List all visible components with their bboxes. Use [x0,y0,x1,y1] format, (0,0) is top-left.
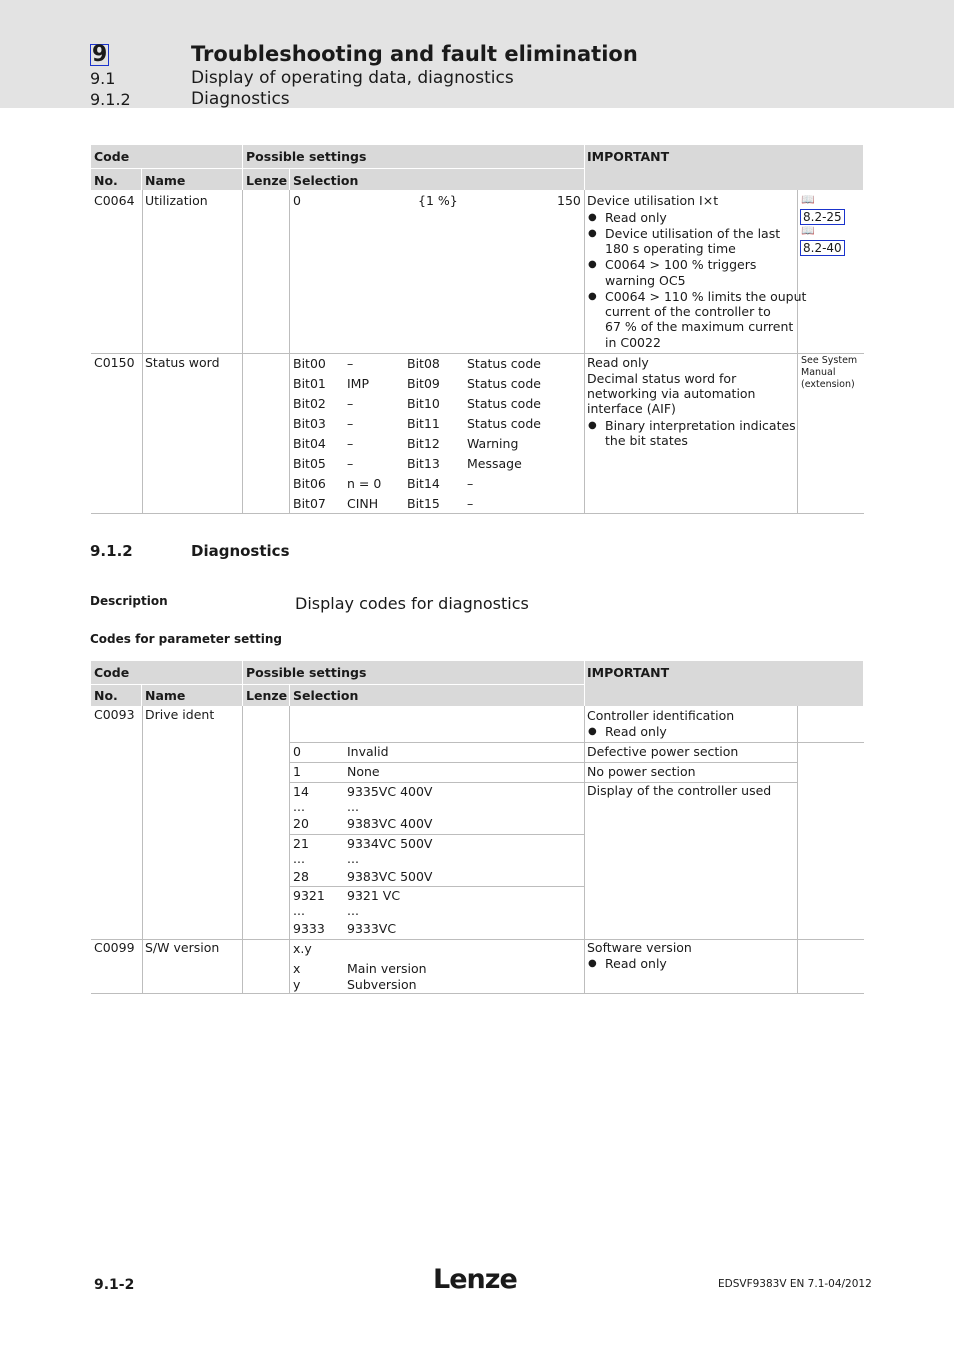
selection-value: 9383VC 500V [347,869,433,884]
lenze-logo: Lenze [433,1264,517,1295]
selection-value: 9335VC 400V [347,784,433,799]
important-title: Software version [587,940,692,955]
description-label: Description [90,594,168,608]
subsection-title: Diagnostics [191,89,290,109]
col-lenze: Lenze [246,688,288,703]
col-no: No. [94,688,118,703]
selection-value: 9333VC [347,921,397,936]
selection-code: 0 [293,744,301,759]
bit-value: n = 0 [347,476,382,491]
important-bullet-cont: the bit states [605,433,688,448]
grid-line [142,706,143,993]
important-text: Display of the controller used [587,783,772,798]
selection-code: 9333 [293,921,325,936]
bullet-icon: ● [588,420,597,431]
codes-label: Codes for parameter setting [90,632,282,646]
selection-ellipsis: ... [347,799,359,814]
selection-code: 21 [293,836,309,851]
bit-value: Status code [467,376,541,391]
bit-value: Warning [467,436,519,451]
code-no: C0064 [94,193,135,208]
bit-value: Status code [467,416,541,431]
chapter-number-link[interactable]: 9 [92,42,108,67]
bit-label: Bit07 [293,496,326,511]
selection-code: 1 [293,764,301,779]
important-bullet: C0064 > 100 % triggers [605,257,757,272]
col-name: Name [145,688,186,703]
code-name: Utilization [145,193,208,208]
col-name: Name [145,173,186,188]
code-name: Status word [145,355,220,370]
document-id: EDSVF9383V EN 7.1-04/2012 [718,1278,872,1290]
book-icon: 📖 [801,224,815,237]
page-header [0,0,954,108]
selection-value: 9334VC 500V [347,836,433,851]
bit-label: Bit03 [293,416,326,431]
selection-ellipsis: ... [347,851,359,866]
grid-line [797,190,798,513]
selection-format: x.y [293,941,312,956]
section-number: 9.1 [90,69,116,88]
selection-value: 9383VC 400V [347,816,433,831]
bit-value: CINH [347,496,379,511]
bit-value: IMP [347,376,370,391]
important-bullet: Device utilisation of the last [605,226,781,241]
row-divider [91,993,864,994]
bit-label: Bit09 [407,376,440,391]
important-text: networking via automation [587,386,756,401]
selection-value: Subversion [347,977,417,992]
row-divider [290,886,584,887]
grid-line [584,706,585,993]
row-divider [91,353,864,354]
important-bullet: Binary interpretation indicates [605,418,796,433]
important-title: Controller identification [587,708,735,723]
bit-value: – [347,416,354,431]
bit-label: Bit06 [293,476,326,491]
reference-note: See System [801,355,858,366]
grid-line [242,190,243,513]
col-selection: Selection [293,173,359,188]
bullet-icon: ● [588,228,597,239]
selection-code: 20 [293,816,309,831]
bit-label: Bit04 [293,436,326,451]
bullet-icon: ● [588,212,597,223]
page-number: 9.1-2 [94,1277,135,1293]
selection-code: 14 [293,784,309,799]
row-divider [290,742,864,743]
col-no: No. [94,173,118,188]
grid-line [584,190,585,513]
col-important: IMPORTANT [587,149,670,164]
bit-label: Bit08 [407,356,440,371]
important-text: No power section [587,764,696,779]
grid-line [797,706,798,993]
code-no: C0099 [94,940,135,955]
chapter-title: Troubleshooting and fault elimination [191,42,638,66]
selection-ellipsis: ... [293,799,305,814]
bit-value: Message [467,456,522,471]
selection-ellipsis: ... [293,851,305,866]
code-no: C0150 [94,355,135,370]
bullet-icon: ● [588,291,597,302]
selection-value: 9321 VC [347,888,401,903]
important-bullet: C0064 > 110 % limits the ouput [605,289,807,304]
code-name: Drive ident [145,707,215,722]
selection-code: 28 [293,869,309,884]
selection-value: Main version [347,961,427,976]
important-bullet-cont: 67 % of the maximum current [605,319,794,334]
bit-value: – [467,496,474,511]
bit-label: Bit12 [407,436,440,451]
bit-label: Bit10 [407,396,440,411]
reference-note: Manual [801,367,836,378]
col-possible-settings: Possible settings [246,149,367,164]
reference-note: (extension) [801,379,855,390]
selection-code: 9321 [293,888,325,903]
selection-ellipsis: ... [293,903,305,918]
bit-value: – [467,476,474,491]
bit-value: Status code [467,396,541,411]
bit-label: Bit05 [293,456,326,471]
row-divider [290,762,797,763]
bullet-icon: ● [588,259,597,270]
bit-value: – [347,456,354,471]
description-text: Display codes for diagnostics [295,594,529,613]
col-lenze: Lenze [246,173,288,188]
bit-label: Bit13 [407,456,440,471]
code-no: C0093 [94,707,135,722]
important-text: Decimal status word for [587,371,737,386]
bit-label: Bit14 [407,476,440,491]
book-icon: 📖 [801,193,815,206]
col-important: IMPORTANT [587,665,670,680]
bit-value: Status code [467,356,541,371]
section-heading-number: 9.1.2 [90,542,133,560]
grid-line [289,706,290,993]
reference-link[interactable]: 8.2-25 [800,209,845,225]
important-bullet: Read only [605,210,667,225]
selection-code: x [293,961,301,976]
row-divider [91,513,864,514]
selection-ellipsis: ... [347,903,359,918]
important-text: Defective power section [587,744,739,759]
bit-value: – [347,356,354,371]
bit-value: – [347,396,354,411]
bit-label: Bit00 [293,356,326,371]
bit-label: Bit11 [407,416,440,431]
reference-link[interactable]: 8.2-40 [800,240,845,256]
col-code: Code [94,149,130,164]
bit-label: Bit15 [407,496,440,511]
col-code: Code [94,665,130,680]
important-bullet-cont: warning OC5 [605,273,686,288]
code-name: S/W version [145,940,220,955]
important-bullet-cont: current of the controller to [605,304,771,319]
grid-line [242,706,243,993]
section-heading-title: Diagnostics [191,542,290,560]
selection-value: None [347,764,380,779]
grid-line [289,190,290,513]
selection-code: y [293,977,301,992]
selection-step: {1 %} [418,193,458,208]
bullet-icon: ● [588,726,597,737]
important-bullet: Read only [605,956,667,971]
bit-label: Bit01 [293,376,326,391]
selection-min: 0 [293,193,301,208]
important-text: interface (AIF) [587,401,676,416]
section-title: Display of operating data, diagnostics [191,68,514,88]
important-bullet-cont: in C0022 [605,335,661,350]
important-bullet-cont: 180 s operating time [605,241,736,256]
important-text: Read only [587,355,649,370]
selection-value: Invalid [347,744,389,759]
grid-line [142,190,143,513]
important-bullet: Read only [605,724,667,739]
col-possible-settings: Possible settings [246,665,367,680]
bit-value: – [347,436,354,451]
subsection-number: 9.1.2 [90,90,131,109]
bit-label: Bit02 [293,396,326,411]
important-title: Device utilisation I×t [587,193,719,208]
selection-max: 150 [557,193,581,208]
row-divider [290,834,584,835]
col-selection: Selection [293,688,359,703]
bullet-icon: ● [588,958,597,969]
